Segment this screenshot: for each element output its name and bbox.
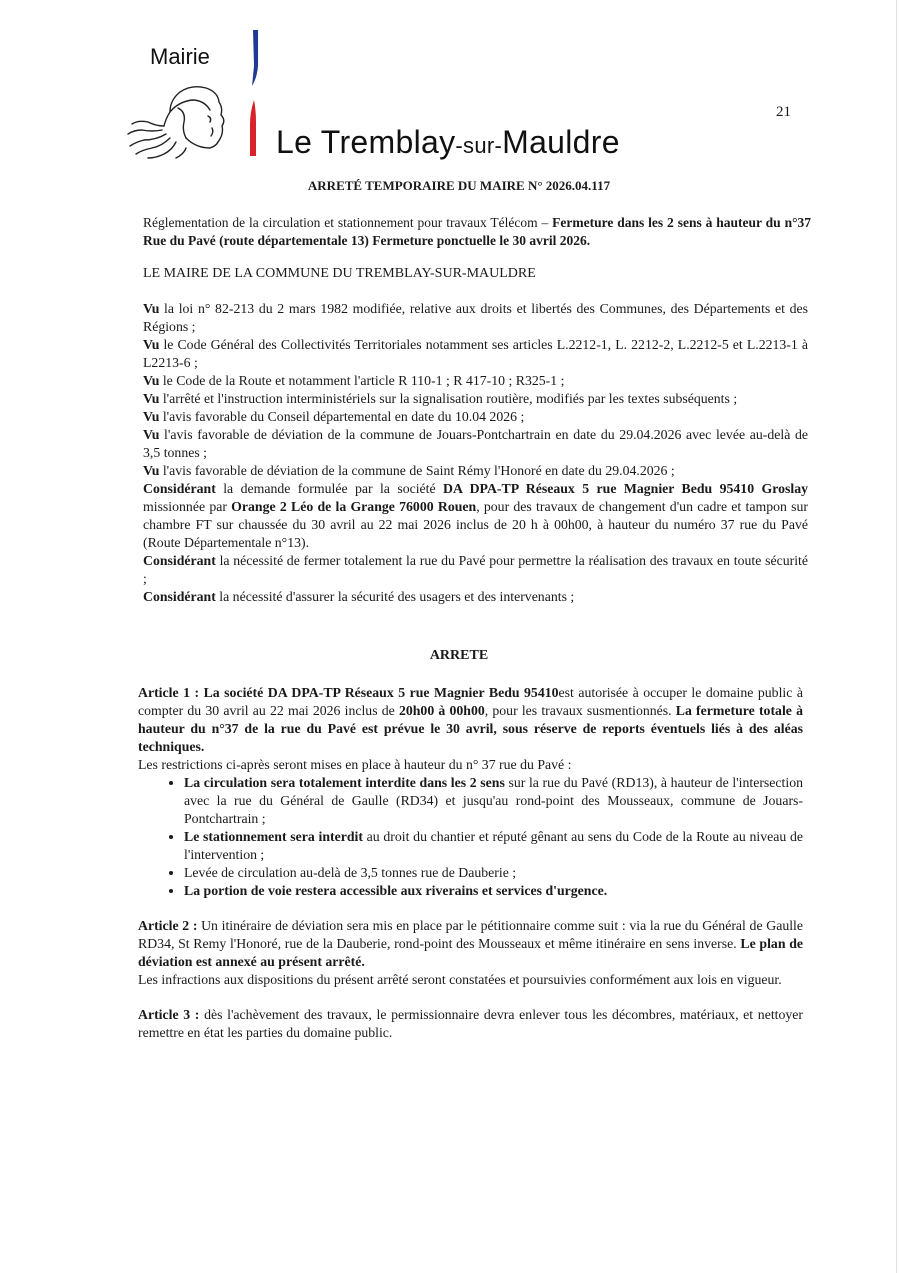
restrictions-intro: Les restrictions ci-après seront mises en place à hauteur du n° 37 rue du Pavé : (138, 757, 572, 772)
vu-text: la loi n° 82-213 du 2 mars 1982 modifiée, relative aux droits et libertés des Communes, des Départements et des Régions ; (143, 301, 808, 334)
considerant-lead: Considérant (143, 553, 216, 568)
list-item (184, 774, 803, 828)
vu-text: l'arrêté et l'instruction interministériels sur la signalisation routière, modifiés par les textes subséquents ; (159, 391, 738, 406)
client-name: Orange 2 Léo de la Grange 76000 Rouen (231, 499, 477, 514)
vu-lead: Vu (143, 301, 160, 316)
subject-bold: Fermeture dans les 2 sens à hauteur du n°37 Rue du Pavé (route départementale 13) Fermeture ponctuelle le 30 avril 2026. (143, 215, 811, 248)
article-2 (138, 917, 803, 971)
vu-text: le Code Général des Collectivités Territoriales notamment ses articles L.2212-1, L. 2212-2, L.2212-5 et L.2213-1 à L2213-6 ; (143, 337, 808, 370)
article-lead: Article 1 : (138, 685, 204, 700)
article1-hours: 20h00 à 00h00 (398, 703, 485, 718)
vu-paragraph (143, 372, 808, 390)
vu-lead: Vu (143, 337, 160, 352)
list-item-text: sur la rue du Pavé (RD13), à hauteur de l'intersection avec la rue du Général de Gaulle (RD34) et jusqu'au rond-point des Mousseaux, commune de Jouars-Pontchartrain ; (184, 775, 804, 826)
list-item-text: au droit du chantier et réputé gênant au sens du Code de la Route au niveau de l'intervention ; (184, 829, 803, 862)
article3-text: dès l'achèvement des travaux, le permissionnaire devra enlever tous les décombres, matériaux, et nettoyer remettre en état les parties du domaine public. (138, 1007, 804, 1040)
list-item-bold: La portion de voie restera accessible aux riverains et services d'urgence. (184, 883, 608, 898)
arrete-heading: ARRETE (429, 648, 489, 663)
considerant-lead: Considérant (143, 481, 216, 496)
marianne-logo (126, 82, 236, 160)
vu-paragraph (143, 336, 808, 372)
list-item-bold: La circulation sera totalement interdite dans les 2 sens (184, 775, 505, 790)
document-title: ARRETÉ TEMPORAIRE DU MAIRE N° 2026.04.117 (307, 178, 611, 193)
town-name-part2: -sur- (455, 133, 503, 158)
list-item-bold: Le stationnement sera interdit (184, 829, 363, 844)
list-item (184, 864, 803, 882)
considerant-paragraph (143, 480, 808, 552)
vu-lead: Vu (143, 373, 160, 388)
article1-company: La société DA DPA-TP Réseaux 5 rue Magnier Bedu 95410 (203, 685, 559, 700)
considerant-paragraph (143, 588, 808, 606)
restrictions-list (138, 774, 803, 900)
subject-plain: Réglementation de la circulation et stationnement pour travaux Télécom – (143, 215, 553, 230)
mairie-label: Mairie (150, 44, 210, 69)
vu-lead: Vu (143, 463, 160, 478)
vu-paragraph (143, 300, 808, 336)
articles (138, 684, 803, 1042)
article1-closure: La fermeture totale à hauteur du n°37 de la rue du Pavé est prévue le 30 avril, sous réserve de reports éventuels liés à des aléas techniques. (138, 703, 803, 754)
article2-annex: Le plan de déviation est annexé au présent arrêté. (138, 936, 803, 969)
list-item-text: Levée de circulation au-delà de 3,5 tonnes rue de Dauberie ; (184, 865, 517, 880)
preamble (143, 300, 808, 606)
considerant-paragraph (143, 552, 808, 588)
document-subject (143, 214, 811, 250)
vu-lead: Vu (143, 409, 160, 424)
town-name-part3: Mauldre (502, 124, 620, 160)
vu-paragraph (143, 426, 808, 462)
considerant-text: la nécessité de fermer totalement la rue du Pavé pour permettre la réalisation des travaux en toute sécurité ; (143, 553, 808, 586)
town-name-part1: Le Tremblay (276, 124, 456, 160)
vu-paragraph (143, 462, 808, 480)
page-number: 21 (776, 104, 791, 120)
article2-infractions: Les infractions aux dispositions du présent arrêté seront constatées et poursuivies conformément aux lois en vigueur. (138, 972, 782, 987)
vu-lead: Vu (143, 427, 160, 442)
considerant-text: la demande formulée par la société (215, 481, 444, 496)
considerant-text: , pour des travaux de changement d'un cadre et tampon sur chambre FT sur chaussée du 30 avril au 22 mai 2026 inclus de 20 h à 00h00, à hauteur du numéro 37 rue du Pavé (Route Départementale n°13). (143, 499, 808, 550)
article-1 (138, 684, 803, 756)
article2-text: Un itinéraire de déviation sera mis en place par le pétitionnaire comme suit : via la rue du Général de Gaulle RD34, St Remy l'Honoré, rue de la Dauberie, rond-point des Mousseaux et même itinéraire en sens inverse. (138, 918, 804, 951)
vu-paragraph (143, 408, 808, 426)
article-lead: Article 2 : (138, 918, 202, 933)
flag-red-stripe (248, 100, 258, 156)
vu-text: l'avis favorable du Conseil départemental en date du 10.04 2026 ; (159, 409, 525, 424)
article1-text: est autorisée à occuper le domaine public à compter du 30 avril au 22 mai 2026 inclus de (138, 685, 803, 718)
company-name: DA DPA-TP Réseaux 5 rue Magnier Bedu 95410 Groslay (443, 481, 809, 496)
town-name (276, 124, 620, 161)
considerant-lead: Considérant (143, 589, 216, 604)
article-3 (138, 1006, 803, 1042)
vu-text: l'avis favorable de déviation de la commune de Saint Rémy l'Honoré en date du 29.04.2026 ; (159, 463, 675, 478)
list-item (184, 828, 803, 864)
vu-text: l'avis favorable de déviation de la commune de Jouars-Pontchartrain en date du 29.04.2026 avec levée au-delà de 3,5 tonnes ; (143, 427, 808, 460)
article-lead: Article 3 : (138, 1007, 205, 1022)
flag-blue-stripe (250, 30, 260, 86)
vu-text: le Code de la Route et notamment l'article R 110-1 ; R 417-10 ; R325-1 ; (159, 373, 565, 388)
article1-text: , pour les travaux susmentionnés. (484, 703, 676, 718)
authority-heading: LE MAIRE DE LA COMMUNE DU TREMBLAY-SUR-MAULDRE (143, 266, 536, 281)
vu-lead: Vu (143, 391, 160, 406)
vu-paragraph (143, 390, 808, 408)
considerant-text: la nécessité d'assurer la sécurité des usagers et des intervenants ; (215, 589, 575, 604)
considerant-text: missionnée par (143, 499, 232, 514)
list-item (184, 882, 803, 900)
